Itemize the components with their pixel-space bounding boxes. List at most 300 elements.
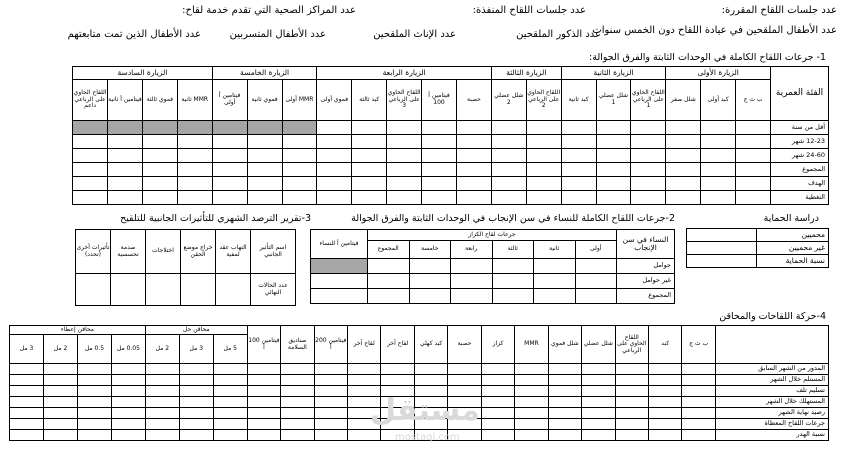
table-cell[interactable]	[78, 430, 112, 441]
table-cell[interactable]	[213, 364, 247, 375]
table-cell[interactable]	[78, 419, 112, 430]
table-cell[interactable]	[76, 274, 111, 306]
table-cell[interactable]	[73, 191, 108, 205]
table-cell[interactable]	[456, 177, 491, 191]
table-cell[interactable]	[281, 419, 314, 430]
table-cell[interactable]	[491, 191, 526, 205]
table-cell[interactable]	[387, 149, 422, 163]
table-cell[interactable]	[561, 135, 596, 149]
table-cell[interactable]	[648, 419, 681, 430]
table-cell[interactable]	[352, 177, 387, 191]
table-cell[interactable]	[317, 177, 352, 191]
table-cell[interactable]	[582, 375, 615, 386]
table-cell[interactable]	[310, 259, 367, 274]
table-cell[interactable]	[314, 397, 347, 408]
table-cell[interactable]	[615, 386, 648, 397]
table-cell[interactable]	[78, 397, 112, 408]
table-cell[interactable]	[526, 149, 561, 163]
table-cell[interactable]	[145, 386, 179, 397]
table-cell[interactable]	[352, 163, 387, 177]
table-cell-label: 3 مل	[10, 335, 44, 364]
table-cell[interactable]	[44, 408, 78, 419]
table-cell[interactable]	[10, 397, 44, 408]
table-cell[interactable]	[10, 430, 44, 441]
table-cell[interactable]	[177, 163, 212, 177]
table-cell[interactable]	[492, 289, 534, 304]
table-cell[interactable]	[111, 430, 145, 441]
table-cell[interactable]	[282, 135, 317, 149]
table-cell[interactable]	[701, 191, 736, 205]
table-cell[interactable]	[108, 135, 143, 149]
table-cell[interactable]	[615, 364, 648, 375]
table-cell[interactable]	[548, 364, 581, 375]
table-cell-label: فيتامين 100 أ	[247, 326, 280, 364]
table-cell[interactable]	[515, 419, 548, 430]
table-cell[interactable]	[631, 135, 666, 149]
table-cell[interactable]	[314, 364, 347, 375]
table-cell[interactable]	[177, 177, 212, 191]
table-cell[interactable]	[247, 408, 280, 419]
table-cell[interactable]	[247, 163, 282, 177]
table-cell[interactable]	[367, 289, 409, 304]
table-cell[interactable]	[736, 149, 771, 163]
table-cell[interactable]	[582, 364, 615, 375]
table-cell-label: MMR	[515, 326, 548, 364]
table-cell[interactable]	[111, 386, 145, 397]
table-cell[interactable]	[481, 375, 514, 386]
table-cell[interactable]	[317, 163, 352, 177]
table-cell[interactable]	[561, 121, 596, 135]
table-cell[interactable]	[78, 364, 112, 375]
table-cell[interactable]	[736, 163, 771, 177]
table-cell[interactable]	[177, 149, 212, 163]
table-cell[interactable]	[10, 364, 44, 375]
table-cell-label: 5 مل	[213, 335, 247, 364]
header-male-vaccinated: عدد الذكور الملقحين	[516, 29, 601, 40]
table-cell[interactable]	[631, 191, 666, 205]
table-cell[interactable]	[682, 430, 715, 441]
table-cell[interactable]	[73, 177, 108, 191]
table-cell[interactable]	[515, 430, 548, 441]
table-cell[interactable]	[451, 259, 493, 274]
table-cell[interactable]	[78, 386, 112, 397]
table-cell[interactable]	[631, 163, 666, 177]
table-cell[interactable]	[108, 121, 143, 135]
table-cell[interactable]	[491, 135, 526, 149]
table-cell[interactable]	[526, 163, 561, 177]
table-cell[interactable]	[615, 419, 648, 430]
table-cell[interactable]	[561, 177, 596, 191]
table-cell[interactable]	[310, 274, 367, 289]
table-cell[interactable]	[44, 375, 78, 386]
table-cell[interactable]	[10, 375, 44, 386]
table-cell[interactable]	[456, 149, 491, 163]
table-cell[interactable]	[548, 419, 581, 430]
table-cell[interactable]	[213, 408, 247, 419]
table-cell[interactable]	[582, 419, 615, 430]
table-cell[interactable]	[615, 397, 648, 408]
table-cell[interactable]	[481, 430, 514, 441]
table-cell[interactable]	[687, 229, 757, 242]
col-quad-1: اللقاح الحاوي على الرباعي 1	[631, 80, 666, 121]
table-cell[interactable]	[387, 191, 422, 205]
table-cell[interactable]	[145, 419, 179, 430]
table-cell[interactable]	[666, 177, 701, 191]
table-cell[interactable]	[142, 163, 177, 177]
table-cell[interactable]	[648, 375, 681, 386]
table-cell[interactable]	[179, 386, 213, 397]
table-cell[interactable]	[179, 430, 213, 441]
table-cell[interactable]	[596, 149, 631, 163]
table-cell[interactable]	[515, 364, 548, 375]
table-cell[interactable]	[177, 135, 212, 149]
table-cell[interactable]	[352, 121, 387, 135]
table-cell[interactable]	[682, 386, 715, 397]
table-cell[interactable]	[314, 430, 347, 441]
table-cell[interactable]	[281, 375, 314, 386]
table-cell[interactable]	[352, 191, 387, 205]
table-cell[interactable]	[317, 149, 352, 163]
table-cell[interactable]	[648, 430, 681, 441]
table-cell[interactable]	[212, 163, 247, 177]
table-row	[76, 274, 296, 306]
table-cell[interactable]	[666, 135, 701, 149]
table-cell[interactable]	[247, 177, 282, 191]
table-cell[interactable]	[682, 397, 715, 408]
table-cell[interactable]	[44, 430, 78, 441]
table-cell[interactable]	[381, 364, 414, 375]
table-cell[interactable]	[666, 149, 701, 163]
table-cell[interactable]	[526, 135, 561, 149]
table-cell[interactable]	[179, 408, 213, 419]
abscess-header: خراج موضع الحقن	[181, 230, 216, 274]
table-cell[interactable]	[247, 135, 282, 149]
table-cell[interactable]	[142, 135, 177, 149]
table-cell[interactable]	[682, 419, 715, 430]
table-cell[interactable]	[111, 408, 145, 419]
table-cell[interactable]	[177, 121, 212, 135]
table-cell[interactable]	[314, 375, 347, 386]
header-children-under-five: عدد الأطفال الملقحين في عيادة اللقاح دون الخمس سنوات	[592, 25, 837, 36]
table-cell[interactable]	[142, 121, 177, 135]
table-cell[interactable]	[575, 259, 617, 274]
table-cell[interactable]	[317, 191, 352, 205]
table-cell[interactable]	[73, 135, 108, 149]
table-cell[interactable]	[515, 386, 548, 397]
table-cell[interactable]	[281, 397, 314, 408]
table-cell[interactable]	[352, 149, 387, 163]
dose-2: ثانية	[534, 241, 576, 259]
table-cell[interactable]	[736, 191, 771, 205]
header-dropouts: عدد الأطفال المتسربين	[229, 29, 326, 40]
table-cell[interactable]	[451, 289, 493, 304]
table-cell[interactable]	[548, 386, 581, 397]
col-quad-3: اللقاح الحاوي على الرباعي 3	[387, 80, 422, 121]
table-cell[interactable]	[142, 149, 177, 163]
table-cell[interactable]	[314, 419, 347, 430]
table-cell[interactable]	[534, 274, 576, 289]
table-cell[interactable]	[526, 191, 561, 205]
table-cell[interactable]	[615, 375, 648, 386]
table-cell[interactable]	[682, 364, 715, 375]
table-cell[interactable]	[44, 386, 78, 397]
table-row	[73, 177, 829, 191]
table-cell[interactable]	[142, 191, 177, 205]
table-cell[interactable]	[314, 386, 347, 397]
table-cell[interactable]	[212, 149, 247, 163]
table-cell[interactable]	[631, 121, 666, 135]
table-cell[interactable]	[145, 364, 179, 375]
table-cell[interactable]	[409, 274, 451, 289]
table-cell[interactable]	[247, 149, 282, 163]
table-cell[interactable]	[666, 191, 701, 205]
table-cell[interactable]	[491, 177, 526, 191]
table-cell[interactable]	[247, 419, 280, 430]
table-cell[interactable]	[448, 375, 481, 386]
table-cell[interactable]	[282, 191, 317, 205]
table-cell[interactable]	[481, 364, 514, 375]
table-cell[interactable]	[247, 430, 280, 441]
table-cell[interactable]	[145, 408, 179, 419]
table-cell[interactable]	[212, 191, 247, 205]
table-cell[interactable]	[281, 364, 314, 375]
table-cell[interactable]	[348, 375, 381, 386]
table-cell[interactable]	[281, 430, 314, 441]
table-cell[interactable]	[736, 121, 771, 135]
table-cell[interactable]	[44, 419, 78, 430]
table-cell[interactable]	[481, 419, 514, 430]
table-cell[interactable]	[409, 259, 451, 274]
visit-3-header: الزيارة الثالثة	[491, 67, 561, 80]
table-cell[interactable]	[615, 408, 648, 419]
table-cell[interactable]	[481, 397, 514, 408]
table-cell[interactable]	[179, 364, 213, 375]
table-cell[interactable]	[247, 121, 282, 135]
table-cell[interactable]	[422, 121, 457, 135]
table-cell[interactable]	[181, 274, 216, 306]
table-cell[interactable]	[582, 397, 615, 408]
table-cell[interactable]	[648, 364, 681, 375]
table-cell[interactable]	[615, 430, 648, 441]
table-cell[interactable]	[317, 135, 352, 149]
table-cell[interactable]	[526, 121, 561, 135]
table-cell[interactable]	[247, 397, 280, 408]
table-cell[interactable]	[145, 397, 179, 408]
table-cell[interactable]	[10, 408, 44, 419]
table-cell[interactable]	[456, 163, 491, 177]
table-cell[interactable]	[515, 408, 548, 419]
table-cell[interactable]	[387, 135, 422, 149]
table-cell[interactable]	[648, 408, 681, 419]
table-cell[interactable]	[448, 364, 481, 375]
col-ipv-2: شلل عضلي 2	[491, 80, 526, 121]
table-cell[interactable]	[422, 135, 457, 149]
table-cell[interactable]	[481, 386, 514, 397]
table-cell[interactable]	[281, 408, 314, 419]
table-cell[interactable]	[387, 177, 422, 191]
table-cell[interactable]	[282, 177, 317, 191]
table-cell[interactable]	[10, 386, 44, 397]
table-cell[interactable]	[146, 274, 181, 306]
table-cell[interactable]	[213, 386, 247, 397]
table-cell[interactable]	[212, 177, 247, 191]
table-cell[interactable]	[414, 364, 447, 375]
table-cell[interactable]	[526, 177, 561, 191]
table-cell[interactable]	[108, 149, 143, 163]
age-group-header: الفئة العمرية	[771, 67, 829, 121]
table-cell[interactable]	[111, 419, 145, 430]
table-cell[interactable]	[481, 408, 514, 419]
table-cell[interactable]	[213, 430, 247, 441]
table-cell[interactable]	[456, 121, 491, 135]
table-cell[interactable]	[492, 259, 534, 274]
table-cell[interactable]	[596, 191, 631, 205]
table-cell[interactable]	[213, 375, 247, 386]
table-cell[interactable]	[108, 177, 143, 191]
table-cell[interactable]	[247, 375, 280, 386]
table-cell[interactable]	[73, 163, 108, 177]
table-cell[interactable]	[212, 121, 247, 135]
table-cell[interactable]	[73, 121, 108, 135]
table-cell[interactable]	[111, 364, 145, 375]
col-ipv-1: شلل عضلي 1	[596, 80, 631, 121]
table-cell[interactable]	[631, 149, 666, 163]
table-cell[interactable]	[179, 375, 213, 386]
table-cell[interactable]	[387, 163, 422, 177]
table-cell[interactable]	[575, 289, 617, 304]
table-cell[interactable]	[534, 289, 576, 304]
convulsions-header: اختلاجات	[146, 230, 181, 274]
table-cell[interactable]	[348, 364, 381, 375]
table-cell[interactable]	[352, 135, 387, 149]
table-cell[interactable]	[78, 375, 112, 386]
table-cell[interactable]	[596, 163, 631, 177]
table-cell[interactable]	[682, 408, 715, 419]
table-cell[interactable]	[213, 397, 247, 408]
table-cell[interactable]	[247, 386, 280, 397]
table-cell[interactable]	[387, 121, 422, 135]
table-cell[interactable]	[145, 375, 179, 386]
table-cell[interactable]	[491, 121, 526, 135]
lymphadenitis-header: التهاب عقد لمفية	[216, 230, 251, 274]
table-cell[interactable]	[648, 397, 681, 408]
table-cell[interactable]	[596, 177, 631, 191]
table-cell[interactable]	[179, 419, 213, 430]
table-cell[interactable]	[78, 408, 112, 419]
table-cell[interactable]	[548, 375, 581, 386]
table-cell[interactable]	[108, 163, 143, 177]
table-cell[interactable]	[317, 121, 352, 135]
table-cell[interactable]	[422, 191, 457, 205]
table-cell[interactable]	[111, 274, 146, 306]
table-cell[interactable]	[666, 163, 701, 177]
table-cell[interactable]	[310, 289, 367, 304]
table-cell[interactable]	[414, 375, 447, 386]
table-cell[interactable]	[73, 149, 108, 163]
visit-5-header: الزيارة الخامسة	[212, 67, 317, 80]
table-cell[interactable]	[548, 408, 581, 419]
other-effects-header: تأثيرات أخرى (تحدد)	[76, 230, 111, 274]
table-cell[interactable]	[548, 397, 581, 408]
table-cell[interactable]	[212, 135, 247, 149]
table-cell[interactable]	[582, 386, 615, 397]
table-cell[interactable]	[111, 375, 145, 386]
table-cell[interactable]	[575, 274, 617, 289]
table-cell[interactable]	[582, 430, 615, 441]
table-cell[interactable]	[491, 149, 526, 163]
table-cell-label: كبد	[648, 326, 681, 364]
table-cell[interactable]	[44, 364, 78, 375]
table-cell[interactable]	[216, 274, 251, 306]
table-cell[interactable]	[247, 364, 280, 375]
table-cell[interactable]	[282, 149, 317, 163]
table-cell[interactable]	[687, 255, 757, 268]
table-cell[interactable]	[381, 375, 414, 386]
table-cell[interactable]	[367, 274, 409, 289]
row-label: الهدف	[771, 177, 829, 191]
table-cell[interactable]	[561, 163, 596, 177]
table-cell[interactable]	[409, 289, 451, 304]
table-cell[interactable]	[701, 163, 736, 177]
table-cell[interactable]	[701, 121, 736, 135]
table-cell[interactable]	[367, 259, 409, 274]
table-cell[interactable]	[179, 397, 213, 408]
table-cell[interactable]	[282, 121, 317, 135]
table-cell[interactable]	[648, 386, 681, 397]
table-cell[interactable]	[451, 274, 493, 289]
table-cell[interactable]	[491, 163, 526, 177]
table-cell[interactable]	[666, 121, 701, 135]
table-cell[interactable]	[631, 177, 666, 191]
table-cell[interactable]	[177, 191, 212, 205]
table-cell[interactable]	[492, 274, 534, 289]
table-cell[interactable]	[456, 135, 491, 149]
table-cell[interactable]	[456, 191, 491, 205]
table-cell[interactable]	[736, 177, 771, 191]
table-cell[interactable]	[108, 191, 143, 205]
table-cell[interactable]	[281, 386, 314, 397]
table-cell[interactable]	[348, 430, 381, 441]
table-cell[interactable]	[10, 419, 44, 430]
table-cell[interactable]	[701, 177, 736, 191]
table-cell[interactable]	[282, 163, 317, 177]
table-cell[interactable]	[582, 408, 615, 419]
table-cell[interactable]	[314, 408, 347, 419]
table-cell[interactable]	[422, 149, 457, 163]
table-cell[interactable]	[213, 419, 247, 430]
table-cell[interactable]	[515, 397, 548, 408]
table-cell[interactable]	[534, 259, 576, 274]
table-cell[interactable]	[596, 121, 631, 135]
table-cell[interactable]	[596, 135, 631, 149]
table-cell[interactable]	[736, 135, 771, 149]
table-cell[interactable]	[548, 430, 581, 441]
table-cell[interactable]	[44, 397, 78, 408]
table-cell[interactable]	[142, 177, 177, 191]
table-cell[interactable]	[111, 397, 145, 408]
table-cell[interactable]	[422, 163, 457, 177]
table-cell[interactable]	[701, 135, 736, 149]
table-cell[interactable]	[515, 375, 548, 386]
table-cell[interactable]	[561, 191, 596, 205]
table-cell[interactable]	[687, 242, 757, 255]
table-cell[interactable]	[422, 177, 457, 191]
table-cell[interactable]	[561, 149, 596, 163]
table-cell[interactable]	[145, 430, 179, 441]
table-cell[interactable]	[247, 191, 282, 205]
table-cell[interactable]	[701, 149, 736, 163]
table-cell[interactable]	[682, 375, 715, 386]
